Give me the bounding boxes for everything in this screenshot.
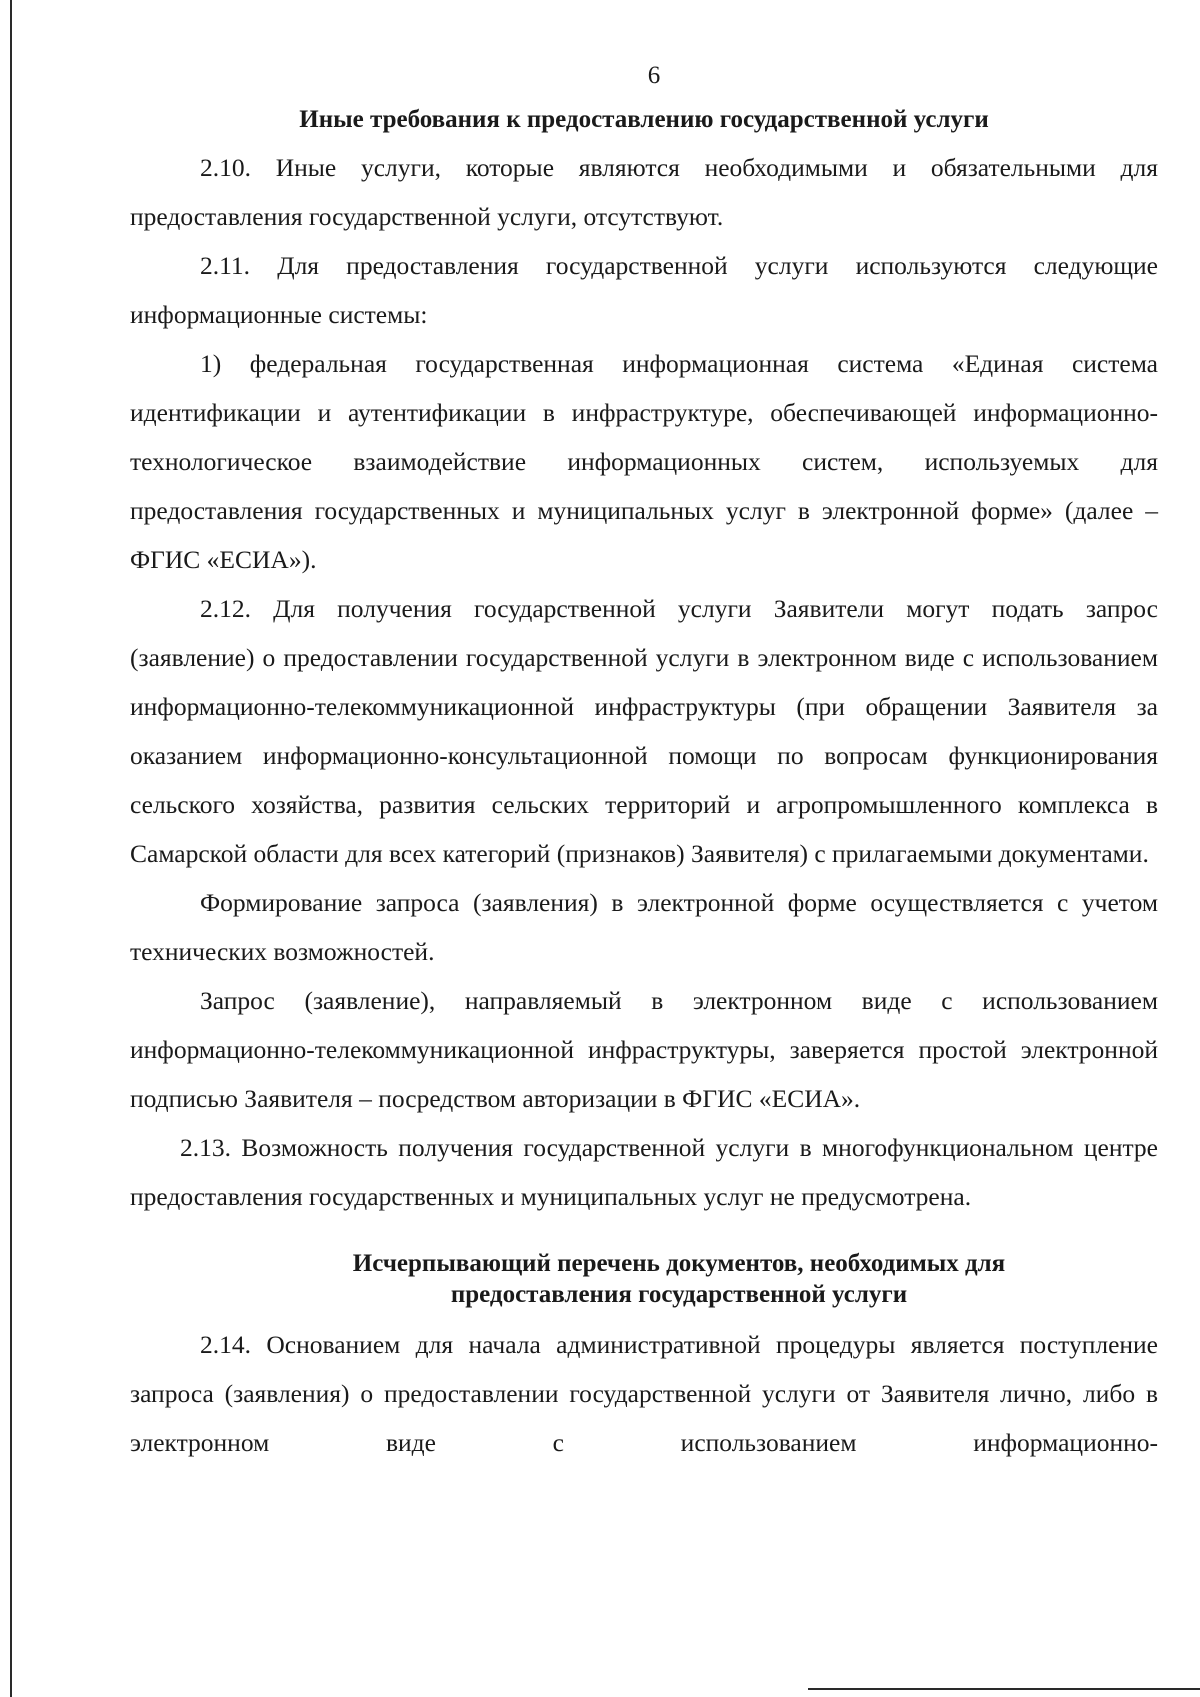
paragraph-2-10: 2.10. Иные услуги, которые являются необходимыми и обязательными для предоставления государственной услуги, отсутствуют. [130, 153, 1158, 231]
paragraph-2-11-item-1: 1) федеральная государственная информационная система «Единая система идентификации и аутентификации в инфраструктуре, обеспечивающей информационно-технологическое взаимодействие информационных систем, используемых для предоставления государственных и муниципальных услуг в электронной форме» (далее – ФГИС «ЕСИА»). [130, 349, 1158, 574]
paragraph-2-13: 2.13. Возможность получения государственной услуги в многофункциональном центре предоставления государственных и муниципальных услуг не предусмотрена. [130, 1133, 1158, 1211]
paragraph-forming-request: Формирование запроса (заявления) в электронной форме осуществляется с учетом технических возможностей. [130, 888, 1158, 966]
section-heading-documents-list [130, 1248, 1158, 1310]
section-heading-documents-list-line-1: Исчерпывающий перечень документов, необходимых для [352, 1250, 1006, 1277]
paragraph-request-signature: Запрос (заявление), направляемый в электронном виде с использованием информационно-телекоммуникационной инфраструктуры, заверяется простой электронной подписью Заявителя – посредством авторизации в ФГИС «ЕСИА». [130, 986, 1158, 1113]
paragraph-2-14: 2.14. Основанием для начала административной процедуры является поступление запроса (заявления) о предоставлении государственной услуги от Заявителя лично, либо в электронном виде с использованием информационно- [130, 1330, 1158, 1457]
page-number: 6 [647, 62, 661, 89]
document-page [130, 56, 1158, 1467]
paragraph-2-12: 2.12. Для получения государственной услуги Заявители могут подать запрос (заявление) о предоставлении государственной услуги в электронном виде с использованием информационно-телекоммуникационной инфраструктуры (при обращении Заявителя за оказанием информационно-консультационной помощи по вопросам функционирования сельского хозяйства, развития сельских территорий и агропромышленного комплекса в Самарской области для всех категорий (признаков) Заявителя) с прилагаемыми документами. [130, 594, 1158, 868]
scan-edge-left [10, 0, 12, 1697]
scan-edge-bottom [808, 1688, 1200, 1690]
paragraph-2-11: 2.11. Для предоставления государственной услуги используются следующие информационные системы: [130, 251, 1158, 329]
section-heading-documents-list-line-2: предоставления государственной услуги [450, 1281, 908, 1308]
section-heading-other-requirements: Иные требования к предоставлению государственной услуги [299, 106, 989, 133]
